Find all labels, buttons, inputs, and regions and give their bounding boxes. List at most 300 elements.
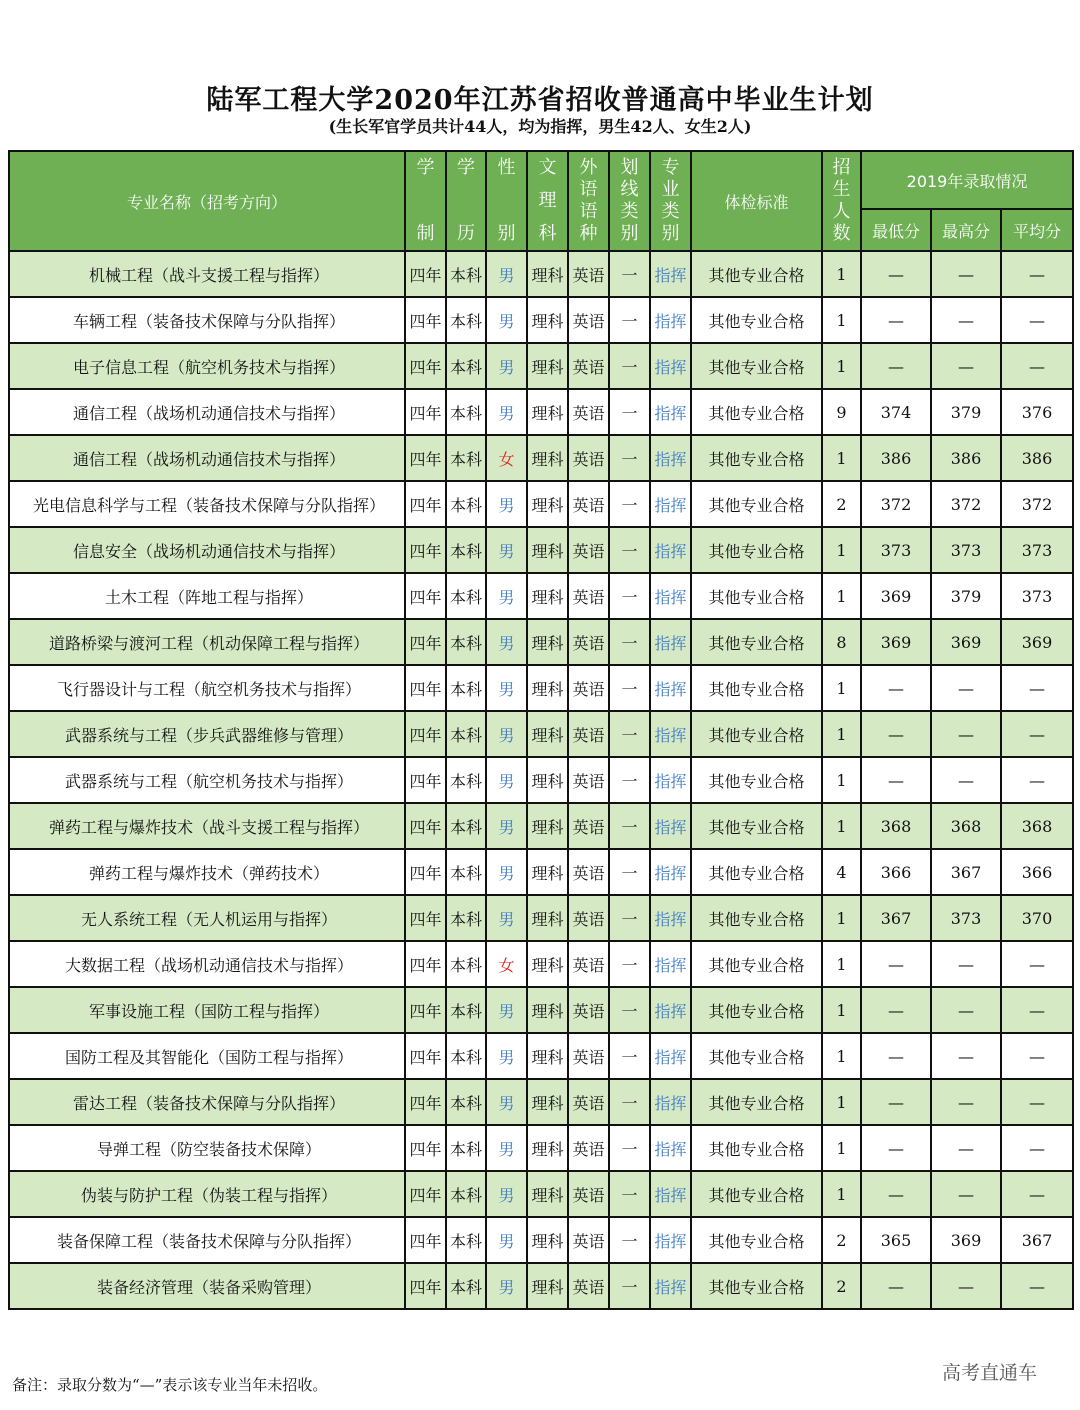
- physical-cell: 其他专业合格: [691, 849, 822, 895]
- duration-cell: 四年: [405, 987, 446, 1033]
- degree-cell: 本科: [446, 665, 486, 711]
- degree-cell: 本科: [446, 343, 486, 389]
- major-cell: 导弹工程（防空装备技术保障）: [9, 1125, 405, 1171]
- language-cell: 英语: [568, 251, 609, 297]
- line-category-cell: 一: [609, 757, 650, 803]
- header-degree: [446, 151, 486, 251]
- line-category-cell: 一: [609, 481, 650, 527]
- language-cell: 英语: [568, 619, 609, 665]
- major-cell: 武器系统与工程（航空机务技术与指挥）: [9, 757, 405, 803]
- language-cell: 英语: [568, 1033, 609, 1079]
- language-cell: 英语: [568, 849, 609, 895]
- table-row: [9, 941, 1073, 987]
- header-char: 理: [538, 190, 557, 211]
- major-cell: 装备保障工程（装备技术保障与分队指挥）: [9, 1217, 405, 1263]
- line-category-cell: 一: [609, 619, 650, 665]
- enroll-count-cell: 2: [822, 1263, 861, 1309]
- avg-score-cell: —: [1001, 1125, 1073, 1171]
- avg-score-cell: 366: [1001, 849, 1073, 895]
- degree-cell: 本科: [446, 1125, 486, 1171]
- language-cell: 英语: [568, 435, 609, 481]
- gender-cell: 男: [486, 389, 527, 435]
- subject-cell: 理科: [527, 711, 568, 757]
- major-cell: 弹药工程与爆炸技术（弹药技术）: [9, 849, 405, 895]
- gender-cell: 男: [486, 849, 527, 895]
- line-category-cell: 一: [609, 711, 650, 757]
- major-category-cell: 指挥: [650, 527, 691, 573]
- gender-cell: 男: [486, 573, 527, 619]
- duration-cell: 四年: [405, 895, 446, 941]
- table-row: [9, 1263, 1073, 1309]
- subject-cell: 理科: [527, 941, 568, 987]
- header-char: 线: [620, 179, 639, 200]
- duration-cell: 四年: [405, 803, 446, 849]
- degree-cell: 本科: [446, 803, 486, 849]
- physical-cell: 其他专业合格: [691, 619, 822, 665]
- min-score-cell: —: [861, 711, 931, 757]
- header-gender: [486, 151, 527, 251]
- major-category-cell: 指挥: [650, 251, 691, 297]
- degree-cell: 本科: [446, 1217, 486, 1263]
- major-cell: 武器系统与工程（步兵武器维修与管理）: [9, 711, 405, 757]
- language-cell: 英语: [568, 987, 609, 1033]
- language-cell: 英语: [568, 895, 609, 941]
- line-category-cell: 一: [609, 803, 650, 849]
- line-category-cell: 一: [609, 665, 650, 711]
- degree-cell: 本科: [446, 1171, 486, 1217]
- min-score-cell: 369: [861, 573, 931, 619]
- duration-cell: 四年: [405, 1033, 446, 1079]
- degree-cell: 本科: [446, 297, 486, 343]
- language-cell: 英语: [568, 389, 609, 435]
- table-row: [9, 481, 1073, 527]
- min-score-cell: —: [861, 665, 931, 711]
- language-cell: 英语: [568, 1171, 609, 1217]
- line-category-cell: 一: [609, 987, 650, 1033]
- language-cell: 英语: [568, 527, 609, 573]
- subject-cell: 理科: [527, 481, 568, 527]
- enroll-count-cell: 1: [822, 1079, 861, 1125]
- physical-cell: 其他专业合格: [691, 527, 822, 573]
- line-category-cell: 一: [609, 895, 650, 941]
- max-score-cell: 373: [931, 895, 1001, 941]
- duration-cell: 四年: [405, 389, 446, 435]
- gender-cell: 男: [486, 297, 527, 343]
- gender-cell: 男: [486, 757, 527, 803]
- page-title: 陆军工程大学2020年江苏省招收普通高中毕业生计划: [206, 85, 874, 116]
- gender-cell: 男: [486, 527, 527, 573]
- degree-cell: 本科: [446, 619, 486, 665]
- enroll-count-cell: 1: [822, 343, 861, 389]
- gender-cell: 男: [486, 895, 527, 941]
- major-cell: 通信工程（战场机动通信技术与指挥）: [9, 435, 405, 481]
- major-cell: 无人系统工程（无人机运用与指挥）: [9, 895, 405, 941]
- subject-cell: 理科: [527, 1125, 568, 1171]
- major-category-cell: 指挥: [650, 757, 691, 803]
- gender-cell: 男: [486, 665, 527, 711]
- avg-score-cell: —: [1001, 297, 1073, 343]
- physical-cell: 其他专业合格: [691, 1125, 822, 1171]
- physical-cell: 其他专业合格: [691, 665, 822, 711]
- physical-cell: 其他专业合格: [691, 1079, 822, 1125]
- language-cell: 英语: [568, 481, 609, 527]
- degree-cell: 本科: [446, 389, 486, 435]
- max-score-cell: 372: [931, 481, 1001, 527]
- major-category-cell: 指挥: [650, 1033, 691, 1079]
- header-max-score: 最高分: [931, 209, 1001, 251]
- duration-cell: 四年: [405, 849, 446, 895]
- line-category-cell: 一: [609, 1263, 650, 1309]
- duration-cell: 四年: [405, 297, 446, 343]
- header-char: 别: [620, 223, 639, 244]
- header-char: 制: [416, 223, 435, 244]
- major-category-cell: 指挥: [650, 435, 691, 481]
- max-score-cell: —: [931, 1171, 1001, 1217]
- table-row: [9, 389, 1073, 435]
- line-category-cell: 一: [609, 251, 650, 297]
- header-avg-score: 平均分: [1001, 209, 1073, 251]
- min-score-cell: 366: [861, 849, 931, 895]
- header-char: 划: [620, 157, 639, 178]
- language-cell: 英语: [568, 297, 609, 343]
- min-score-cell: —: [861, 941, 931, 987]
- line-category-cell: 一: [609, 849, 650, 895]
- avg-score-cell: 376: [1001, 389, 1073, 435]
- subject-cell: 理科: [527, 619, 568, 665]
- table-row: [9, 619, 1073, 665]
- table-row: [9, 573, 1073, 619]
- physical-cell: 其他专业合格: [691, 987, 822, 1033]
- enroll-count-cell: 1: [822, 1171, 861, 1217]
- gender-cell: 女: [486, 435, 527, 481]
- duration-cell: 四年: [405, 665, 446, 711]
- physical-cell: 其他专业合格: [691, 389, 822, 435]
- degree-cell: 本科: [446, 711, 486, 757]
- table-row: [9, 1217, 1073, 1263]
- table-row: [9, 1125, 1073, 1171]
- header-enroll-count: [822, 151, 861, 251]
- major-cell: 军事设施工程（国防工程与指挥）: [9, 987, 405, 1033]
- duration-cell: 四年: [405, 527, 446, 573]
- major-cell: 大数据工程（战场机动通信技术与指挥）: [9, 941, 405, 987]
- max-score-cell: —: [931, 711, 1001, 757]
- duration-cell: 四年: [405, 1079, 446, 1125]
- enroll-count-cell: 1: [822, 987, 861, 1033]
- avg-score-cell: 373: [1001, 573, 1073, 619]
- duration-cell: 四年: [405, 757, 446, 803]
- gender-cell: 男: [486, 1125, 527, 1171]
- header-char: 专: [661, 157, 680, 178]
- gender-cell: 男: [486, 343, 527, 389]
- enroll-count-cell: 1: [822, 757, 861, 803]
- major-cell: 装备经济管理（装备采购管理）: [9, 1263, 405, 1309]
- language-cell: 英语: [568, 757, 609, 803]
- header-2019-group: 2019年录取情况: [861, 151, 1073, 209]
- gender-cell: 男: [486, 987, 527, 1033]
- major-cell: 通信工程（战场机动通信技术与指挥）: [9, 389, 405, 435]
- page-subtitle: (生长军官学员共计44人，均为指挥，男生42人、女生2人): [328, 117, 752, 136]
- header-char: 种: [579, 223, 598, 244]
- major-cell: 弹药工程与爆炸技术（战斗支援工程与指挥）: [9, 803, 405, 849]
- degree-cell: 本科: [446, 435, 486, 481]
- min-score-cell: —: [861, 1263, 931, 1309]
- duration-cell: 四年: [405, 435, 446, 481]
- subject-cell: 理科: [527, 895, 568, 941]
- min-score-cell: —: [861, 1033, 931, 1079]
- table-row: [9, 803, 1073, 849]
- max-score-cell: 373: [931, 527, 1001, 573]
- min-score-cell: 386: [861, 435, 931, 481]
- header-language: [568, 151, 609, 251]
- subject-cell: 理科: [527, 389, 568, 435]
- major-cell: 飞行器设计与工程（航空机务技术与指挥）: [9, 665, 405, 711]
- footnote: 备注：录取分数为“—”表示该专业当年未招收。: [12, 1376, 328, 1394]
- header-char: 类: [661, 201, 680, 222]
- major-category-cell: 指挥: [650, 573, 691, 619]
- header-char: 生: [832, 179, 851, 200]
- max-score-cell: —: [931, 1033, 1001, 1079]
- table-row: [9, 895, 1073, 941]
- min-score-cell: 374: [861, 389, 931, 435]
- duration-cell: 四年: [405, 1125, 446, 1171]
- major-category-cell: 指挥: [650, 1263, 691, 1309]
- gender-cell: 女: [486, 941, 527, 987]
- degree-cell: 本科: [446, 1033, 486, 1079]
- gender-cell: 男: [486, 1171, 527, 1217]
- major-cell: 光电信息科学与工程（装备技术保障与分队指挥）: [9, 481, 405, 527]
- duration-cell: 四年: [405, 251, 446, 297]
- major-category-cell: 指挥: [650, 1125, 691, 1171]
- table-row: [9, 1033, 1073, 1079]
- physical-cell: 其他专业合格: [691, 481, 822, 527]
- language-cell: 英语: [568, 1217, 609, 1263]
- min-score-cell: —: [861, 1079, 931, 1125]
- enroll-count-cell: 1: [822, 803, 861, 849]
- subject-cell: 理科: [527, 1079, 568, 1125]
- min-score-cell: 372: [861, 481, 931, 527]
- header-char: 性: [497, 157, 516, 178]
- major-category-cell: 指挥: [650, 987, 691, 1033]
- header-char: 业: [661, 179, 680, 200]
- min-score-cell: —: [861, 343, 931, 389]
- enroll-count-cell: 1: [822, 895, 861, 941]
- major-category-cell: 指挥: [650, 297, 691, 343]
- enroll-count-cell: 4: [822, 849, 861, 895]
- major-cell: 雷达工程（装备技术保障与分队指挥）: [9, 1079, 405, 1125]
- degree-cell: 本科: [446, 1079, 486, 1125]
- enroll-count-cell: 9: [822, 389, 861, 435]
- subject-cell: 理科: [527, 343, 568, 389]
- major-category-cell: 指挥: [650, 389, 691, 435]
- max-score-cell: —: [931, 665, 1001, 711]
- line-category-cell: 一: [609, 1125, 650, 1171]
- degree-cell: 本科: [446, 251, 486, 297]
- line-category-cell: 一: [609, 573, 650, 619]
- subject-cell: 理科: [527, 1217, 568, 1263]
- enroll-count-cell: 1: [822, 435, 861, 481]
- physical-cell: 其他专业合格: [691, 251, 822, 297]
- physical-cell: 其他专业合格: [691, 941, 822, 987]
- avg-score-cell: —: [1001, 757, 1073, 803]
- major-category-cell: 指挥: [650, 619, 691, 665]
- language-cell: 英语: [568, 1263, 609, 1309]
- header-char: 语: [579, 201, 598, 222]
- table-row: [9, 343, 1073, 389]
- avg-score-cell: —: [1001, 1171, 1073, 1217]
- avg-score-cell: 373: [1001, 527, 1073, 573]
- table-body: [9, 251, 1073, 1309]
- avg-score-cell: 372: [1001, 481, 1073, 527]
- degree-cell: 本科: [446, 987, 486, 1033]
- header-duration: [405, 151, 446, 251]
- avg-score-cell: —: [1001, 343, 1073, 389]
- physical-cell: 其他专业合格: [691, 1263, 822, 1309]
- line-category-cell: 一: [609, 1079, 650, 1125]
- header-char: 数: [832, 223, 851, 244]
- min-score-cell: 369: [861, 619, 931, 665]
- subject-cell: 理科: [527, 527, 568, 573]
- min-score-cell: 373: [861, 527, 931, 573]
- enrollment-plan-table: [8, 150, 1074, 1310]
- min-score-cell: 365: [861, 1217, 931, 1263]
- min-score-cell: —: [861, 987, 931, 1033]
- duration-cell: 四年: [405, 1217, 446, 1263]
- enroll-count-cell: 1: [822, 1125, 861, 1171]
- header-char: 类: [620, 201, 639, 222]
- header-char: 人: [832, 201, 851, 222]
- min-score-cell: —: [861, 297, 931, 343]
- min-score-cell: —: [861, 1171, 931, 1217]
- gender-cell: 男: [486, 1033, 527, 1079]
- subject-cell: 理科: [527, 297, 568, 343]
- enroll-count-cell: 2: [822, 481, 861, 527]
- min-score-cell: 368: [861, 803, 931, 849]
- avg-score-cell: —: [1001, 665, 1073, 711]
- major-cell: 信息安全（战场机动通信技术与指挥）: [9, 527, 405, 573]
- max-score-cell: —: [931, 987, 1001, 1033]
- duration-cell: 四年: [405, 573, 446, 619]
- line-category-cell: 一: [609, 941, 650, 987]
- enroll-count-cell: 1: [822, 1033, 861, 1079]
- watermark: 高考直通车: [942, 1362, 1038, 1384]
- major-cell: 国防工程及其智能化（国防工程与指挥）: [9, 1033, 405, 1079]
- physical-cell: 其他专业合格: [691, 895, 822, 941]
- language-cell: 英语: [568, 803, 609, 849]
- header-char: 历: [457, 223, 475, 244]
- major-cell: 土木工程（阵地工程与指挥）: [9, 573, 405, 619]
- min-score-cell: —: [861, 1125, 931, 1171]
- major-category-cell: 指挥: [650, 941, 691, 987]
- table-row: [9, 711, 1073, 757]
- language-cell: 英语: [568, 1125, 609, 1171]
- avg-score-cell: —: [1001, 711, 1073, 757]
- header-char: 学: [457, 157, 475, 178]
- max-score-cell: 369: [931, 619, 1001, 665]
- max-score-cell: —: [931, 757, 1001, 803]
- subject-cell: 理科: [527, 849, 568, 895]
- major-category-cell: 指挥: [650, 665, 691, 711]
- enroll-count-cell: 1: [822, 665, 861, 711]
- major-category-cell: 指挥: [650, 1079, 691, 1125]
- max-score-cell: —: [931, 297, 1001, 343]
- avg-score-cell: —: [1001, 987, 1073, 1033]
- duration-cell: 四年: [405, 941, 446, 987]
- max-score-cell: —: [931, 251, 1001, 297]
- avg-score-cell: —: [1001, 1079, 1073, 1125]
- subject-cell: 理科: [527, 1171, 568, 1217]
- gender-cell: 男: [486, 619, 527, 665]
- enroll-count-cell: 1: [822, 297, 861, 343]
- line-category-cell: 一: [609, 1217, 650, 1263]
- major-category-cell: 指挥: [650, 849, 691, 895]
- enroll-count-cell: 8: [822, 619, 861, 665]
- avg-score-cell: 369: [1001, 619, 1073, 665]
- header-min-score: 最低分: [861, 209, 931, 251]
- header-char: 科: [538, 223, 557, 244]
- table-row: [9, 251, 1073, 297]
- avg-score-cell: 368: [1001, 803, 1073, 849]
- enroll-count-cell: 1: [822, 941, 861, 987]
- header-char: 别: [661, 223, 680, 244]
- enroll-count-cell: 1: [822, 527, 861, 573]
- table-row: [9, 987, 1073, 1033]
- enroll-count-cell: 2: [822, 1217, 861, 1263]
- language-cell: 英语: [568, 711, 609, 757]
- max-score-cell: 367: [931, 849, 1001, 895]
- max-score-cell: —: [931, 1263, 1001, 1309]
- table-row: [9, 435, 1073, 481]
- language-cell: 英语: [568, 941, 609, 987]
- major-cell: 车辆工程（装备技术保障与分队指挥）: [9, 297, 405, 343]
- gender-cell: 男: [486, 481, 527, 527]
- line-category-cell: 一: [609, 389, 650, 435]
- min-score-cell: —: [861, 757, 931, 803]
- subject-cell: 理科: [527, 251, 568, 297]
- gender-cell: 男: [486, 1263, 527, 1309]
- degree-cell: 本科: [446, 941, 486, 987]
- header-major-category: [650, 151, 691, 251]
- max-score-cell: —: [931, 1125, 1001, 1171]
- subject-cell: 理科: [527, 803, 568, 849]
- header-char: 别: [497, 223, 516, 244]
- major-category-cell: 指挥: [650, 481, 691, 527]
- max-score-cell: —: [931, 1079, 1001, 1125]
- header-char: 学: [416, 157, 435, 178]
- major-category-cell: 指挥: [650, 343, 691, 389]
- duration-cell: 四年: [405, 481, 446, 527]
- subject-cell: 理科: [527, 987, 568, 1033]
- subject-cell: 理科: [527, 1263, 568, 1309]
- language-cell: 英语: [568, 1079, 609, 1125]
- degree-cell: 本科: [446, 527, 486, 573]
- physical-cell: 其他专业合格: [691, 297, 822, 343]
- max-score-cell: 379: [931, 573, 1001, 619]
- header-char: 文: [538, 157, 557, 178]
- table-row: [9, 665, 1073, 711]
- table-row: [9, 1171, 1073, 1217]
- gender-cell: 男: [486, 251, 527, 297]
- header-char: 语: [579, 179, 598, 200]
- header-major: 专业名称（招考方向）: [9, 151, 405, 251]
- header-char: 招: [832, 157, 851, 178]
- avg-score-cell: —: [1001, 1263, 1073, 1309]
- min-score-cell: —: [861, 251, 931, 297]
- language-cell: 英语: [568, 573, 609, 619]
- avg-score-cell: —: [1001, 941, 1073, 987]
- major-category-cell: 指挥: [650, 803, 691, 849]
- min-score-cell: 367: [861, 895, 931, 941]
- major-category-cell: 指挥: [650, 711, 691, 757]
